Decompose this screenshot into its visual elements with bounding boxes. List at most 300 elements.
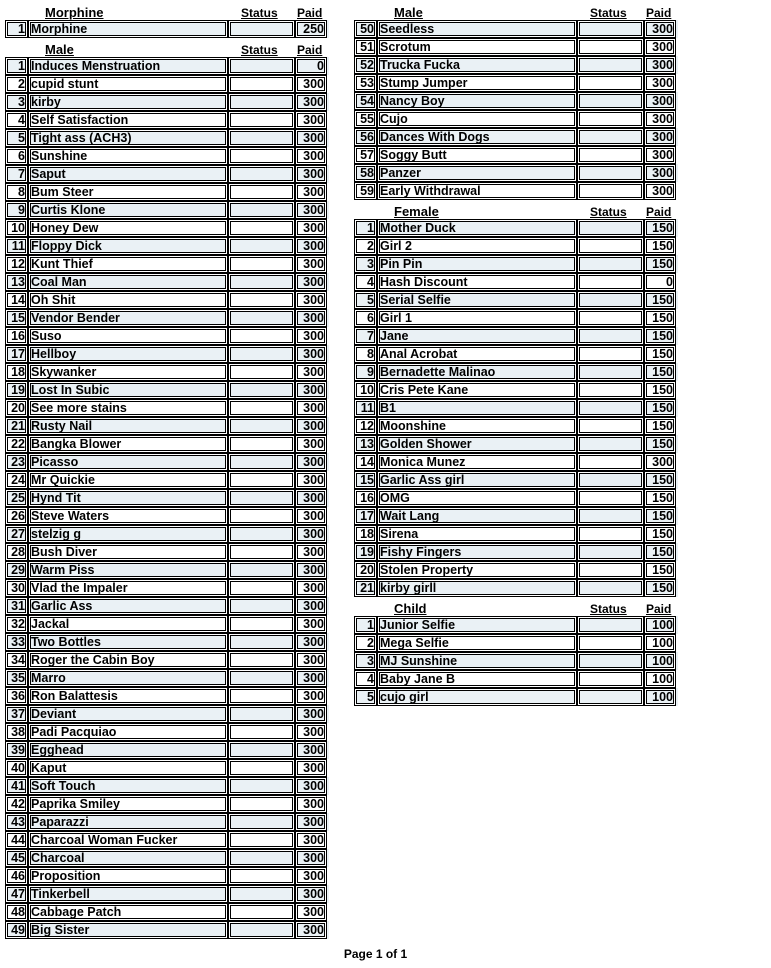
row-number: 10: [354, 381, 377, 399]
status-cell[interactable]: [577, 616, 644, 634]
member-name[interactable]: Hynd Tit: [28, 489, 228, 507]
paid-amount[interactable]: 300: [295, 435, 327, 453]
paid-amount[interactable]: 150: [644, 417, 676, 435]
table-row: [354, 128, 678, 146]
paid-amount[interactable]: 300: [295, 309, 327, 327]
status-cell[interactable]: [228, 507, 295, 525]
paid-column-header: Paid: [646, 6, 672, 20]
member-name[interactable]: Paparazzi: [28, 813, 228, 831]
row-number: 28: [5, 543, 28, 561]
member-name[interactable]: Egghead: [28, 741, 228, 759]
member-name[interactable]: Sirena: [377, 525, 577, 543]
status-cell[interactable]: [577, 435, 644, 453]
table-row: [354, 237, 678, 255]
status-cell[interactable]: [228, 615, 295, 633]
paid-amount[interactable]: 300: [295, 93, 327, 111]
paid-amount[interactable]: 300: [644, 453, 676, 471]
paid-amount[interactable]: 150: [644, 399, 676, 417]
status-cell[interactable]: [228, 237, 295, 255]
member-name[interactable]: Cris Pete Kane: [377, 381, 577, 399]
member-name[interactable]: Picasso: [28, 453, 228, 471]
status-cell[interactable]: [228, 363, 295, 381]
member-name[interactable]: Lost In Subic: [28, 381, 228, 399]
member-name[interactable]: See more stains: [28, 399, 228, 417]
status-cell[interactable]: [228, 813, 295, 831]
status-cell[interactable]: [228, 705, 295, 723]
status-cell[interactable]: [228, 309, 295, 327]
paid-amount[interactable]: 300: [295, 471, 327, 489]
member-name[interactable]: Two Bottles: [28, 633, 228, 651]
member-name[interactable]: Hash Discount: [377, 273, 577, 291]
status-cell[interactable]: [228, 741, 295, 759]
member-name[interactable]: Cabbage Patch: [28, 903, 228, 921]
member-name[interactable]: Deviant: [28, 705, 228, 723]
member-name[interactable]: Ron Balattesis: [28, 687, 228, 705]
status-cell[interactable]: [577, 38, 644, 56]
paid-amount[interactable]: 150: [644, 507, 676, 525]
paid-amount[interactable]: 150: [644, 237, 676, 255]
paid-amount[interactable]: 300: [295, 741, 327, 759]
status-cell[interactable]: [577, 453, 644, 471]
row-number: 39: [5, 741, 28, 759]
status-cell[interactable]: [577, 688, 644, 706]
paid-amount[interactable]: 0: [644, 273, 676, 291]
paid-amount[interactable]: 300: [295, 327, 327, 345]
member-name[interactable]: Paprika Smiley: [28, 795, 228, 813]
status-cell[interactable]: [577, 146, 644, 164]
row-number: 17: [354, 507, 377, 525]
paid-amount[interactable]: 300: [295, 597, 327, 615]
member-name[interactable]: Vendor Bender: [28, 309, 228, 327]
status-cell[interactable]: [228, 489, 295, 507]
member-name[interactable]: Warm Piss: [28, 561, 228, 579]
member-name[interactable]: Trucka Fucka: [377, 56, 577, 74]
status-cell[interactable]: [228, 759, 295, 777]
member-name[interactable]: kirby: [28, 93, 228, 111]
status-cell[interactable]: [228, 453, 295, 471]
paid-amount[interactable]: 150: [644, 327, 676, 345]
status-cell[interactable]: [577, 507, 644, 525]
status-cell[interactable]: [228, 255, 295, 273]
status-cell[interactable]: [228, 57, 295, 75]
row-number: 9: [5, 201, 28, 219]
status-cell[interactable]: [577, 56, 644, 74]
row-number: 52: [354, 56, 377, 74]
member-name[interactable]: Suso: [28, 327, 228, 345]
paid-column-header: Paid: [646, 205, 672, 219]
paid-amount[interactable]: 150: [644, 543, 676, 561]
paid-amount[interactable]: 300: [295, 795, 327, 813]
member-name[interactable]: Induces Menstruation: [28, 57, 228, 75]
member-name[interactable]: Girl 1: [377, 309, 577, 327]
row-number: 25: [5, 489, 28, 507]
member-name[interactable]: Hellboy: [28, 345, 228, 363]
table-row: [5, 777, 329, 795]
member-name[interactable]: Marro: [28, 669, 228, 687]
status-cell[interactable]: [577, 291, 644, 309]
member-name[interactable]: Garlic Ass girl: [377, 471, 577, 489]
status-cell[interactable]: [228, 903, 295, 921]
page-footer: [0, 947, 771, 961]
member-name[interactable]: OMG: [377, 489, 577, 507]
paid-amount[interactable]: 150: [644, 219, 676, 237]
row-number: 1: [354, 616, 377, 634]
status-cell[interactable]: [228, 597, 295, 615]
status-column-header: Status: [590, 205, 627, 219]
member-name[interactable]: cujo girl: [377, 688, 577, 706]
paid-amount[interactable]: 300: [295, 669, 327, 687]
status-cell[interactable]: [577, 255, 644, 273]
status-cell[interactable]: [577, 634, 644, 652]
paid-amount[interactable]: 300: [295, 237, 327, 255]
status-cell[interactable]: [228, 867, 295, 885]
table-row: [5, 219, 329, 237]
paid-amount[interactable]: 300: [295, 291, 327, 309]
row-number: 2: [354, 237, 377, 255]
member-name[interactable]: cupid stunt: [28, 75, 228, 93]
member-name[interactable]: Tight ass (ACH3): [28, 129, 228, 147]
member-name[interactable]: Rusty Nail: [28, 417, 228, 435]
row-number: 20: [354, 561, 377, 579]
paid-amount[interactable]: 300: [644, 146, 676, 164]
paid-amount[interactable]: 300: [295, 129, 327, 147]
paid-amount[interactable]: 300: [295, 543, 327, 561]
paid-amount[interactable]: 300: [295, 867, 327, 885]
paid-amount[interactable]: 300: [644, 164, 676, 182]
row-number: 23: [5, 453, 28, 471]
row-number: 37: [5, 705, 28, 723]
status-cell[interactable]: [577, 128, 644, 146]
paid-amount[interactable]: 300: [295, 345, 327, 363]
status-cell[interactable]: [228, 543, 295, 561]
status-cell[interactable]: [577, 579, 644, 597]
status-cell[interactable]: [577, 381, 644, 399]
status-cell[interactable]: [228, 435, 295, 453]
status-cell[interactable]: [228, 651, 295, 669]
member-name[interactable]: Self Satisfaction: [28, 111, 228, 129]
status-cell[interactable]: [577, 182, 644, 200]
status-cell[interactable]: [228, 669, 295, 687]
paid-amount[interactable]: 100: [644, 688, 676, 706]
paid-amount[interactable]: 100: [644, 616, 676, 634]
member-name[interactable]: Kaput: [28, 759, 228, 777]
status-cell[interactable]: [577, 237, 644, 255]
member-name[interactable]: Padi Pacquiao: [28, 723, 228, 741]
paid-amount[interactable]: 300: [644, 110, 676, 128]
status-cell[interactable]: [228, 885, 295, 903]
status-cell[interactable]: [577, 110, 644, 128]
status-cell[interactable]: [228, 849, 295, 867]
paid-amount[interactable]: 300: [295, 831, 327, 849]
status-cell[interactable]: [228, 579, 295, 597]
member-name[interactable]: Bum Steer: [28, 183, 228, 201]
member-name[interactable]: Bernadette Malinao: [377, 363, 577, 381]
paid-amount[interactable]: 150: [644, 381, 676, 399]
paid-amount[interactable]: 300: [295, 525, 327, 543]
status-cell[interactable]: [228, 831, 295, 849]
paid-amount[interactable]: 300: [295, 111, 327, 129]
member-name[interactable]: stelzig g: [28, 525, 228, 543]
status-cell[interactable]: [228, 687, 295, 705]
paid-amount[interactable]: 300: [295, 615, 327, 633]
member-name[interactable]: Stump Jumper: [377, 74, 577, 92]
status-cell[interactable]: [577, 417, 644, 435]
member-name[interactable]: kirby girll: [377, 579, 577, 597]
paid-amount[interactable]: 300: [644, 74, 676, 92]
status-cell[interactable]: [228, 20, 295, 38]
status-cell[interactable]: [577, 345, 644, 363]
member-name[interactable]: Roger the Cabin Boy: [28, 651, 228, 669]
paid-amount[interactable]: 300: [295, 489, 327, 507]
member-name[interactable]: Skywanker: [28, 363, 228, 381]
paid-amount[interactable]: 150: [644, 489, 676, 507]
status-cell[interactable]: [228, 633, 295, 651]
paid-amount[interactable]: 300: [295, 885, 327, 903]
status-cell[interactable]: [228, 93, 295, 111]
paid-amount[interactable]: 300: [295, 147, 327, 165]
row-number: 15: [354, 471, 377, 489]
table-row: [354, 92, 678, 110]
paid-amount[interactable]: 150: [644, 525, 676, 543]
member-name[interactable]: Sunshine: [28, 147, 228, 165]
row-number: 4: [5, 111, 28, 129]
row-number: 13: [354, 435, 377, 453]
status-cell[interactable]: [577, 20, 644, 38]
paid-amount[interactable]: 300: [295, 921, 327, 939]
status-cell[interactable]: [228, 399, 295, 417]
member-name[interactable]: Jane: [377, 327, 577, 345]
table-row: [354, 471, 678, 489]
member-name[interactable]: Kunt Thief: [28, 255, 228, 273]
member-name[interactable]: Junior Selfie: [377, 616, 577, 634]
paid-amount[interactable]: 150: [644, 291, 676, 309]
paid-amount[interactable]: 150: [644, 435, 676, 453]
paid-amount[interactable]: 300: [295, 183, 327, 201]
paid-amount[interactable]: 300: [295, 255, 327, 273]
paid-amount[interactable]: 300: [295, 687, 327, 705]
member-name[interactable]: Mother Duck: [377, 219, 577, 237]
status-cell[interactable]: [228, 381, 295, 399]
status-cell[interactable]: [577, 670, 644, 688]
member-name[interactable]: Floppy Dick: [28, 237, 228, 255]
table-row: [5, 687, 329, 705]
member-name[interactable]: Scrotum: [377, 38, 577, 56]
status-cell[interactable]: [577, 561, 644, 579]
paid-amount[interactable]: 300: [295, 579, 327, 597]
status-cell[interactable]: [228, 525, 295, 543]
member-name[interactable]: B1: [377, 399, 577, 417]
status-cell[interactable]: [228, 165, 295, 183]
paid-amount[interactable]: 250: [295, 20, 327, 38]
member-name[interactable]: Mega Selfie: [377, 634, 577, 652]
paid-amount[interactable]: 300: [295, 165, 327, 183]
status-cell[interactable]: [577, 327, 644, 345]
table-row: [354, 417, 678, 435]
member-name[interactable]: Pin Pin: [377, 255, 577, 273]
paid-amount[interactable]: 300: [295, 399, 327, 417]
status-cell[interactable]: [228, 273, 295, 291]
status-cell[interactable]: [228, 327, 295, 345]
paid-amount[interactable]: 300: [295, 651, 327, 669]
row-number: 8: [354, 345, 377, 363]
member-name[interactable]: Charcoal: [28, 849, 228, 867]
paid-amount[interactable]: 300: [295, 705, 327, 723]
member-name[interactable]: Curtis Klone: [28, 201, 228, 219]
paid-amount[interactable]: 100: [644, 634, 676, 652]
member-name[interactable]: Fishy Fingers: [377, 543, 577, 561]
table-row: [5, 849, 329, 867]
member-name[interactable]: Steve Waters: [28, 507, 228, 525]
paid-amount[interactable]: 150: [644, 471, 676, 489]
paid-amount[interactable]: 300: [295, 633, 327, 651]
member-name[interactable]: Panzer: [377, 164, 577, 182]
member-name[interactable]: Tinkerbell: [28, 885, 228, 903]
paid-amount[interactable]: 150: [644, 309, 676, 327]
status-cell[interactable]: [577, 273, 644, 291]
status-cell[interactable]: [228, 75, 295, 93]
status-cell[interactable]: [577, 652, 644, 670]
paid-amount[interactable]: 300: [295, 759, 327, 777]
table-row: [354, 255, 678, 273]
status-cell[interactable]: [577, 164, 644, 182]
member-name[interactable]: Proposition: [28, 867, 228, 885]
paid-amount[interactable]: 300: [295, 363, 327, 381]
member-name[interactable]: Soggy Butt: [377, 146, 577, 164]
table-row: [5, 921, 329, 939]
status-cell[interactable]: [577, 92, 644, 110]
status-cell[interactable]: [577, 219, 644, 237]
status-cell[interactable]: [577, 309, 644, 327]
paid-amount[interactable]: 150: [644, 561, 676, 579]
member-name[interactable]: Garlic Ass: [28, 597, 228, 615]
status-cell[interactable]: [228, 417, 295, 435]
paid-amount[interactable]: 300: [295, 453, 327, 471]
member-name[interactable]: Oh Shit: [28, 291, 228, 309]
paid-amount[interactable]: 150: [644, 255, 676, 273]
member-name[interactable]: Mr Quickie: [28, 471, 228, 489]
row-number: 4: [354, 670, 377, 688]
status-cell[interactable]: [577, 363, 644, 381]
status-cell[interactable]: [577, 525, 644, 543]
status-cell[interactable]: [577, 489, 644, 507]
row-number: 13: [5, 273, 28, 291]
member-name[interactable]: Girl 2: [377, 237, 577, 255]
member-name[interactable]: Moonshine: [377, 417, 577, 435]
member-name[interactable]: Baby Jane B: [377, 670, 577, 688]
row-number: 38: [5, 723, 28, 741]
row-number: 54: [354, 92, 377, 110]
paid-amount[interactable]: 300: [295, 507, 327, 525]
status-cell[interactable]: [228, 777, 295, 795]
table-row: [354, 38, 678, 56]
paid-amount[interactable]: 300: [295, 723, 327, 741]
page-number: Page 1 of 1: [343, 947, 408, 961]
status-cell[interactable]: [577, 74, 644, 92]
member-name[interactable]: Stolen Property: [377, 561, 577, 579]
paid-amount[interactable]: 300: [295, 381, 327, 399]
member-name[interactable]: Golden Shower: [377, 435, 577, 453]
member-name[interactable]: MJ Sunshine: [377, 652, 577, 670]
member-name[interactable]: Nancy Boy: [377, 92, 577, 110]
paid-amount[interactable]: 100: [644, 652, 676, 670]
member-name[interactable]: Early Withdrawal: [377, 182, 577, 200]
status-cell[interactable]: [228, 561, 295, 579]
table-row: [5, 669, 329, 687]
member-name[interactable]: Vlad the Impaler: [28, 579, 228, 597]
member-name[interactable]: Dances With Dogs: [377, 128, 577, 146]
paid-amount[interactable]: 300: [295, 75, 327, 93]
member-name[interactable]: Seedless: [377, 20, 577, 38]
paid-amount[interactable]: 300: [295, 201, 327, 219]
paid-amount[interactable]: 300: [295, 849, 327, 867]
table-row: [5, 651, 329, 669]
status-cell[interactable]: [577, 543, 644, 561]
member-name[interactable]: Charcoal Woman Fucker: [28, 831, 228, 849]
paid-amount[interactable]: 300: [295, 273, 327, 291]
status-cell[interactable]: [228, 921, 295, 939]
table-row: [5, 579, 329, 597]
status-cell[interactable]: [228, 147, 295, 165]
member-name[interactable]: Anal Acrobat: [377, 345, 577, 363]
paid-amount[interactable]: 300: [644, 56, 676, 74]
paid-amount[interactable]: 300: [295, 777, 327, 795]
paid-amount[interactable]: 300: [644, 38, 676, 56]
status-cell[interactable]: [228, 183, 295, 201]
member-name[interactable]: Jackal: [28, 615, 228, 633]
status-cell[interactable]: [228, 345, 295, 363]
paid-amount[interactable]: 150: [644, 363, 676, 381]
status-cell[interactable]: [228, 201, 295, 219]
status-cell[interactable]: [228, 111, 295, 129]
member-name[interactable]: Big Sister: [28, 921, 228, 939]
member-name[interactable]: Bangka Blower: [28, 435, 228, 453]
member-name[interactable]: Morphine: [28, 20, 228, 38]
member-name[interactable]: Saput: [28, 165, 228, 183]
paid-amount[interactable]: 300: [644, 92, 676, 110]
paid-amount[interactable]: 0: [295, 57, 327, 75]
member-name[interactable]: Cujo: [377, 110, 577, 128]
paid-amount[interactable]: 300: [295, 417, 327, 435]
member-name[interactable]: Wait Lang: [377, 507, 577, 525]
status-cell[interactable]: [228, 219, 295, 237]
paid-amount[interactable]: 300: [295, 903, 327, 921]
status-cell[interactable]: [228, 795, 295, 813]
table-row: [5, 561, 329, 579]
paid-amount[interactable]: 300: [644, 182, 676, 200]
status-cell[interactable]: [228, 291, 295, 309]
status-cell[interactable]: [228, 471, 295, 489]
status-cell[interactable]: [577, 471, 644, 489]
paid-amount[interactable]: 100: [644, 670, 676, 688]
member-name[interactable]: Bush Diver: [28, 543, 228, 561]
paid-amount[interactable]: 300: [644, 128, 676, 146]
member-name[interactable]: Honey Dew: [28, 219, 228, 237]
table-row: [5, 75, 329, 93]
paid-amount[interactable]: 300: [295, 219, 327, 237]
member-name[interactable]: Coal Man: [28, 273, 228, 291]
member-name[interactable]: Serial Selfie: [377, 291, 577, 309]
member-name[interactable]: Monica Munez: [377, 453, 577, 471]
status-cell[interactable]: [228, 723, 295, 741]
member-name[interactable]: Soft Touch: [28, 777, 228, 795]
paid-amount[interactable]: 300: [295, 561, 327, 579]
paid-amount[interactable]: 150: [644, 579, 676, 597]
paid-amount[interactable]: 300: [644, 20, 676, 38]
status-cell[interactable]: [577, 399, 644, 417]
status-cell[interactable]: [228, 129, 295, 147]
paid-amount[interactable]: 300: [295, 813, 327, 831]
paid-amount[interactable]: 150: [644, 345, 676, 363]
